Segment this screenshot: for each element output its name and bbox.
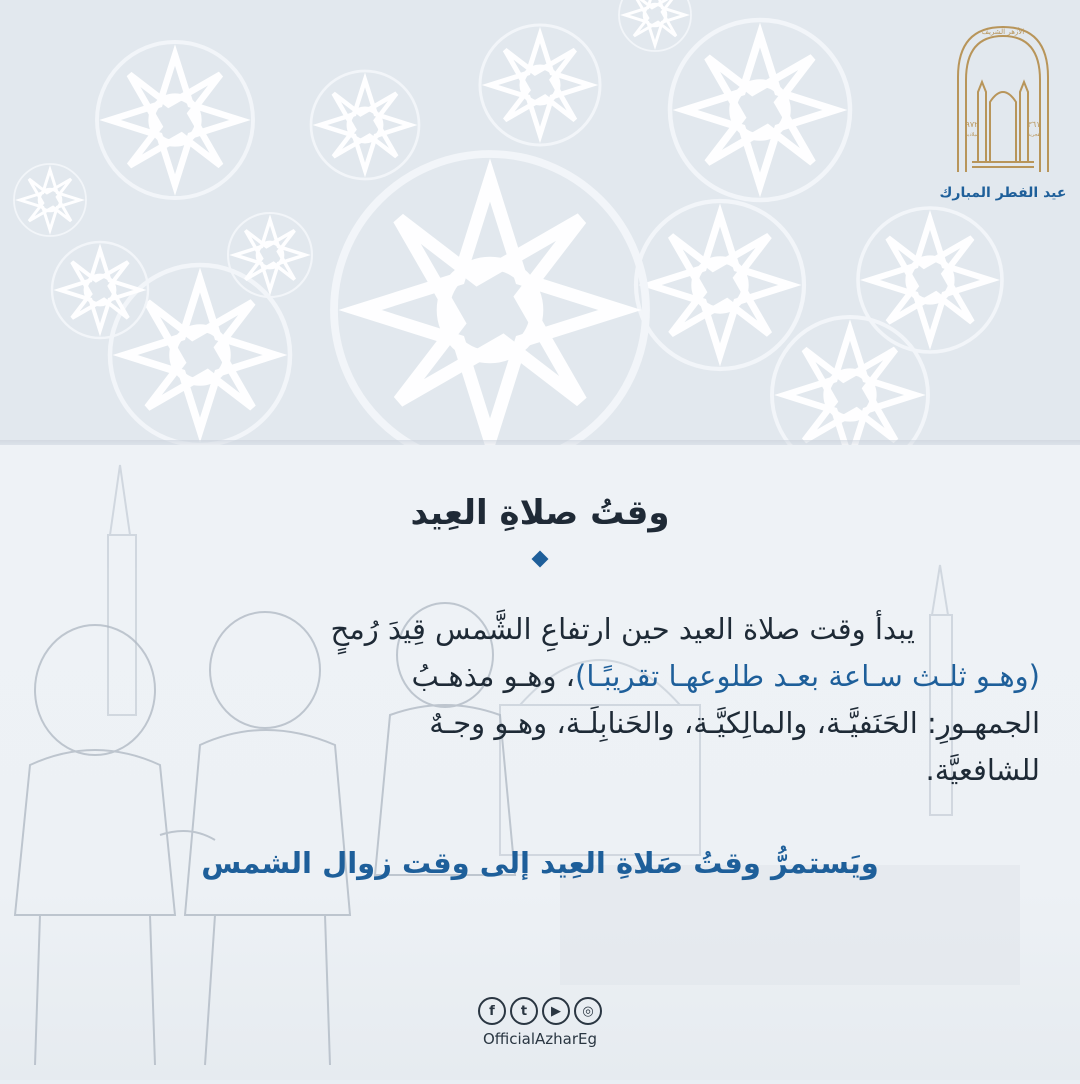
islamic-pattern-banner (0, 0, 1080, 445)
logo-arc-text: الأزهر الشريف (981, 28, 1025, 36)
social-handle: OfficialAzharEg (482, 1030, 598, 1048)
al-azhar-logo (939, 22, 1067, 212)
page-title: وقتُ صلاةِ العِيد (410, 493, 670, 533)
twitter-icon[interactable]: t (510, 997, 538, 1025)
facebook-icon[interactable]: f (478, 997, 506, 1025)
logo-year-left: ٩٧٢ (965, 120, 979, 129)
youtube-icon[interactable]: ▶ (542, 997, 570, 1025)
closing-sentence: ويَستمرُّ وقتُ صَلاةِ العِيد إلى وقت زوال الشمس (201, 846, 879, 880)
paragraph-note-blue: (وهـو ثلـث سـاعة بعـد طلوعهـا تقريبًـا) (575, 659, 1040, 693)
divider-diamond (532, 551, 549, 568)
paragraph-line-3: الجمهـورِ: الحَنَفيَّـة، والمالِكيَّـة، والحَنابِلَـة، وهـو وجـهٌ (429, 706, 1040, 740)
instagram-icon[interactable]: ◎ (574, 997, 602, 1025)
logo-caption: عيد الفطر المبارك (939, 185, 1067, 201)
body-paragraph (40, 606, 1040, 794)
logo-year-right: ٣٦١ (1027, 120, 1041, 129)
title-divider (225, 551, 855, 567)
paragraph-line-2-rest: ، وهـو مذهـبُ (411, 659, 576, 693)
logo-year-right-sub: هجرية (1027, 132, 1041, 138)
arabesque-pattern (0, 0, 1080, 445)
social-icons (474, 997, 606, 1027)
logo-year-left-sub: ميلادية (965, 132, 979, 138)
paragraph-line-1: يبدأ وقت صلاة العيد حين ارتفاعِ الشَّمس قِيدَ رُمحٍ (330, 612, 915, 646)
paragraph-line-4: للشافعيَّة. (925, 753, 1040, 787)
paragraph-line-2 (40, 653, 1040, 700)
